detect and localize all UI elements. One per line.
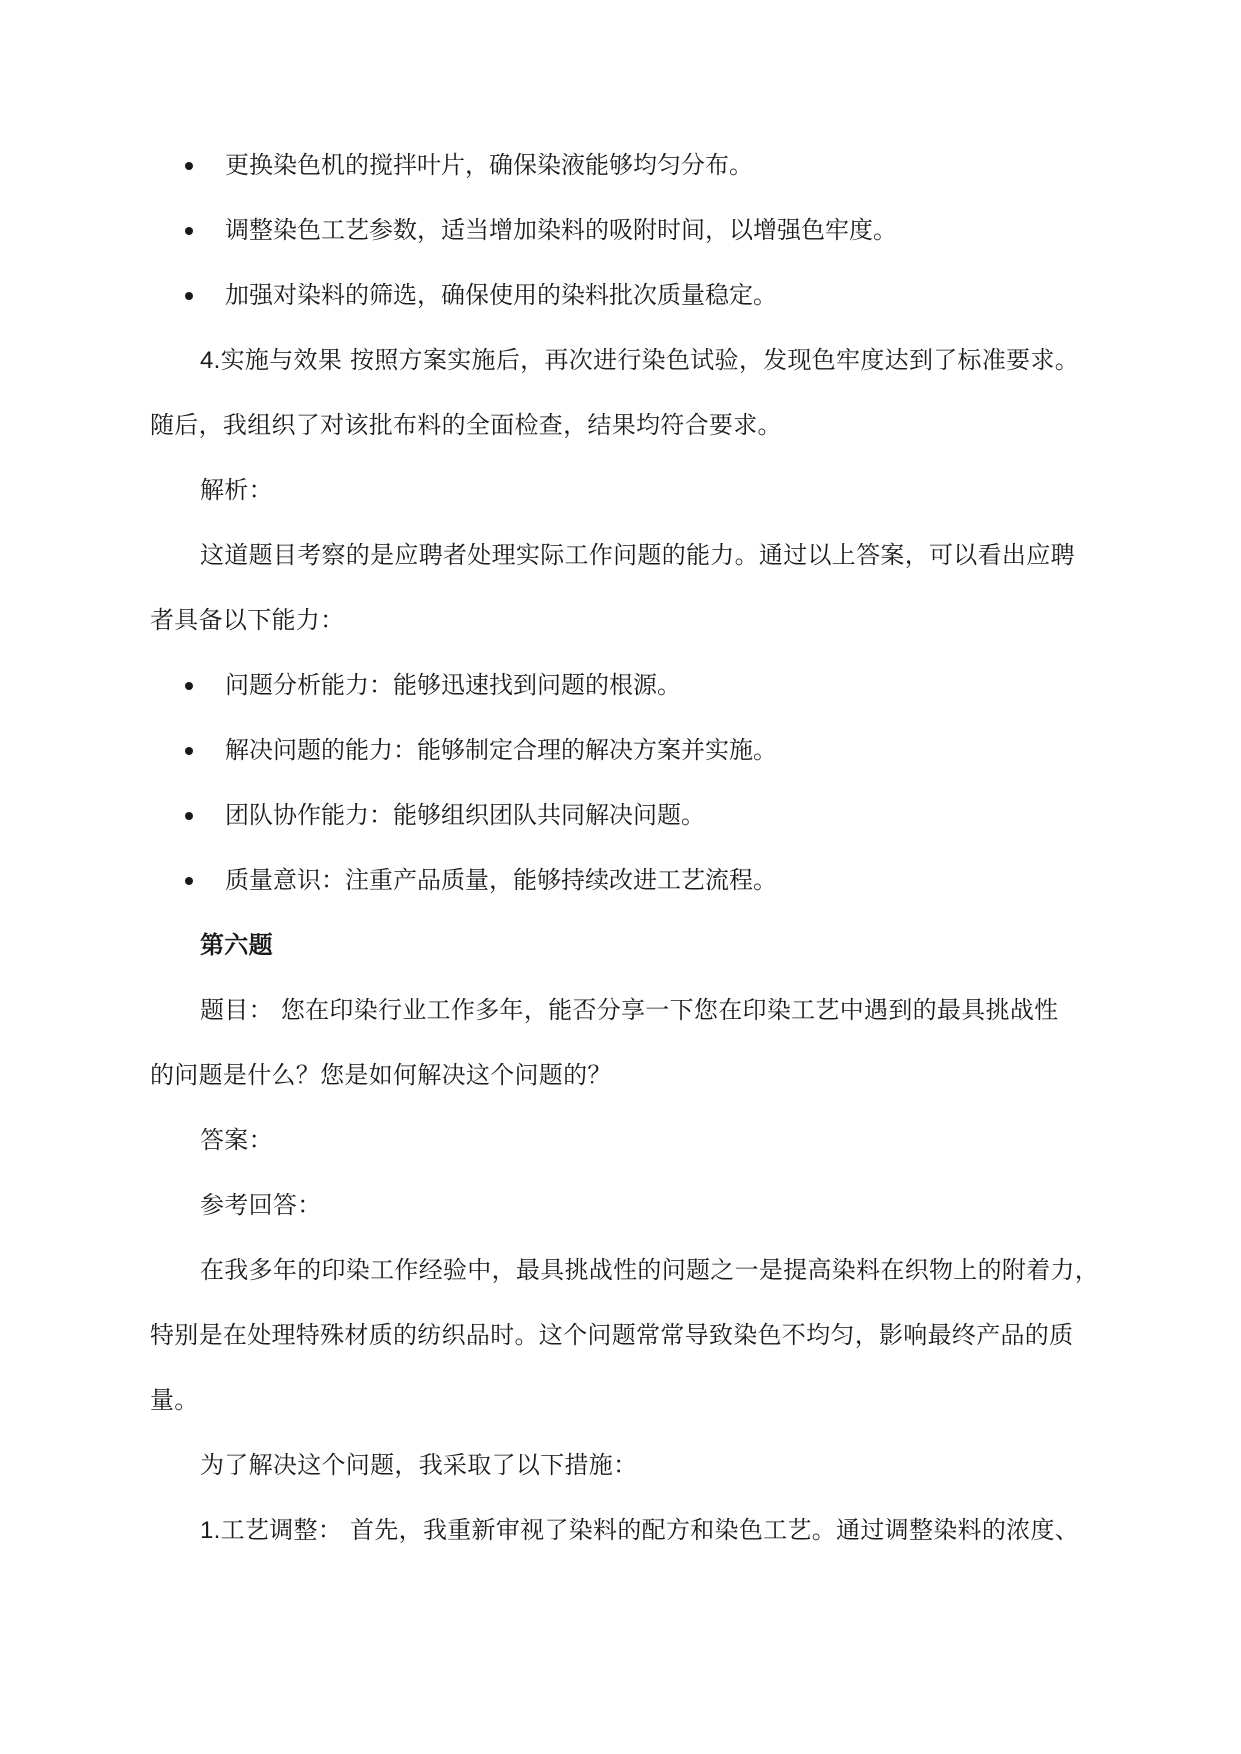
step4-paragraph (200, 345, 1150, 376)
answer-label: 答案： (200, 1126, 273, 1154)
step4-line1: 实施与效果 按照方案实施后，再次进行染色试验，发现色牢度达到了标准要求。 (220, 346, 1080, 374)
section-heading: 第六题 (200, 931, 273, 959)
question-line1: 题目： 您在印染行业工作多年，能否分享一下您在印染工艺中遇到的最具挑战性 (200, 996, 1059, 1024)
reference-label: 参考回答： (200, 1191, 322, 1219)
analysis-line2: 者具备以下能力： (150, 606, 345, 634)
bullet-icon (185, 292, 193, 300)
list-item-text: 问题分析能力：能够迅速找到问题的根源。 (225, 671, 681, 699)
step1-text: 工艺调整： 首先，我重新审视了染料的配方和染色工艺。通过调整染料的浓度、 (220, 1516, 1080, 1544)
step1-paragraph (200, 1515, 1150, 1546)
bullet-icon (185, 682, 193, 690)
list-item-text: 调整染色工艺参数，适当增加染料的吸附时间，以增强色牢度。 (225, 216, 897, 244)
bullet-icon (185, 812, 193, 820)
bullet-icon (185, 227, 193, 235)
step1-number: 1. (200, 1517, 221, 1544)
analysis-line1: 这道题目考察的是应聘者处理实际工作问题的能力。通过以上答案，可以看出应聘 (200, 541, 1075, 569)
analysis-label: 解析： (200, 476, 273, 504)
bullet-icon (185, 747, 193, 755)
list-item-text: 更换染色机的搅拌叶片，确保染液能够均匀分布。 (225, 151, 753, 179)
answer-para1-line2: 特别是在处理特殊材质的纺织品时。这个问题常常导致染色不均匀，影响最终产品的质 (150, 1321, 1074, 1349)
list-item-text: 解决问题的能力：能够制定合理的解决方案并实施。 (225, 736, 777, 764)
list-item-text: 加强对染料的筛选，确保使用的染料批次质量稳定。 (225, 281, 777, 309)
bullet-icon (185, 162, 193, 170)
answer-para1-line1: 在我多年的印染工作经验中，最具挑战性的问题之一是提高染料在织物上的附着力， (200, 1256, 1100, 1284)
answer-para1-line3: 量。 (150, 1386, 199, 1414)
list-item-text: 团队协作能力：能够组织团队共同解决问题。 (225, 801, 705, 829)
question-line2: 的问题是什么？您是如何解决这个问题的？ (150, 1061, 612, 1089)
step4-number: 4. (200, 347, 221, 374)
answer-para2: 为了解决这个问题，我采取了以下措施： (200, 1451, 638, 1479)
bullet-icon (185, 877, 193, 885)
list-item-text: 质量意识：注重产品质量，能够持续改进工艺流程。 (225, 866, 777, 894)
step4-line2: 随后，我组织了对该批布料的全面检查，结果均符合要求。 (150, 411, 782, 439)
